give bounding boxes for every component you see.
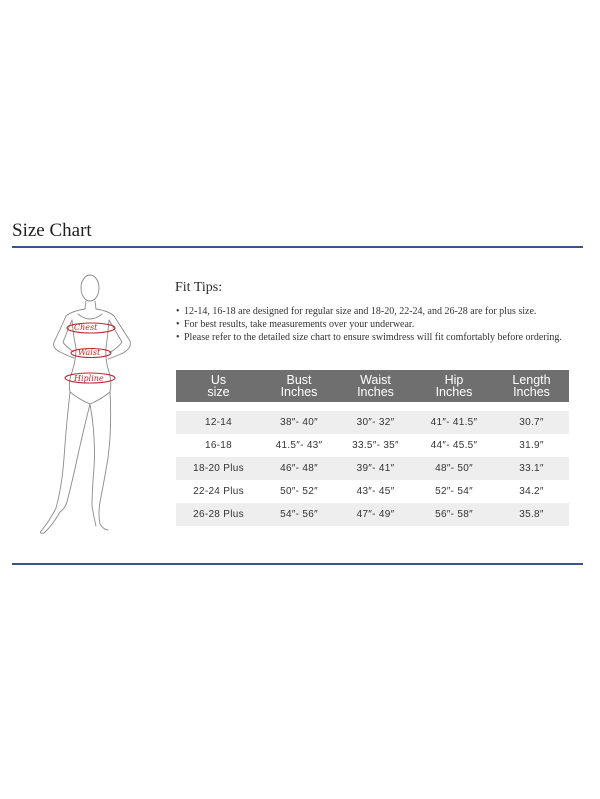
header-waist: Waist Inches (337, 370, 414, 402)
cell-waist: 30″- 32″ (337, 411, 414, 434)
cell-waist: 33.5″- 35″ (352, 440, 399, 451)
chest-label: Chest (74, 323, 98, 332)
header-us-size: Us size (176, 370, 261, 402)
table-row (176, 457, 569, 480)
cell-size: 18-20 Plus (176, 457, 261, 480)
table-row (176, 503, 569, 526)
fit-tip-item: • Please refer to the detailed size chart to ensure swimdress will fit comfortably before ordering. (176, 331, 586, 344)
cell-bust: 46″- 48″ (261, 457, 337, 480)
cell-hip: 56″- 58″ (414, 503, 494, 526)
fit-tip-item: • For best results, take measurements over your underwear. (176, 318, 586, 331)
fit-tips-heading: Fit Tips: (175, 280, 223, 295)
table-spacer (176, 402, 569, 411)
cell-hip: 41″- 41.5″ (414, 411, 494, 434)
cell-length: 33.1″ (494, 457, 569, 480)
footer-divider (12, 563, 583, 565)
header-bust: Bust Inches (261, 370, 337, 402)
cell-bust: 54″- 56″ (261, 503, 337, 526)
fit-tip-item: • 12-14, 16-18 are designed for regular size and 18-20, 22-24, and 26-28 are for plus size. (176, 305, 586, 318)
page-title: Size Chart (12, 220, 92, 241)
cell-length: 35.8″ (494, 503, 569, 526)
table-row (176, 434, 569, 457)
cell-hip: 52″- 54″ (435, 486, 473, 497)
cell-waist: 39″- 41″ (337, 457, 414, 480)
body-measurement-figure (10, 268, 160, 540)
cell-size: 12-14 (176, 411, 261, 434)
cell-size: 16-18 (204, 440, 233, 451)
hipline-label: Hipline (74, 374, 104, 383)
cell-length: 30.7″ (494, 411, 569, 434)
cell-size: 26-28 Plus (176, 503, 261, 526)
size-chart-table (176, 370, 569, 526)
cell-waist: 43″- 45″ (356, 486, 395, 497)
header-hip: Hip Inches (414, 370, 494, 402)
title-divider (12, 246, 583, 248)
table-row (176, 480, 569, 503)
cell-hip: 44″- 45.5″ (430, 440, 478, 451)
cell-length: 34.2″ (519, 486, 544, 497)
cell-bust: 38″- 40″ (261, 411, 337, 434)
cell-length: 31.9″ (519, 440, 544, 451)
table-header-row (176, 370, 569, 402)
cell-hip: 48″- 50″ (414, 457, 494, 480)
fit-tips-list (176, 305, 586, 344)
cell-waist: 47″- 49″ (337, 503, 414, 526)
table-row (176, 411, 569, 434)
header-length: Length Inches (494, 370, 569, 402)
figure-head (81, 275, 99, 301)
cell-bust: 41.5″- 43″ (275, 440, 323, 451)
waist-label: Waist (78, 348, 101, 357)
cell-size: 22-24 Plus (193, 486, 244, 497)
cell-bust: 50″- 52″ (280, 486, 318, 497)
